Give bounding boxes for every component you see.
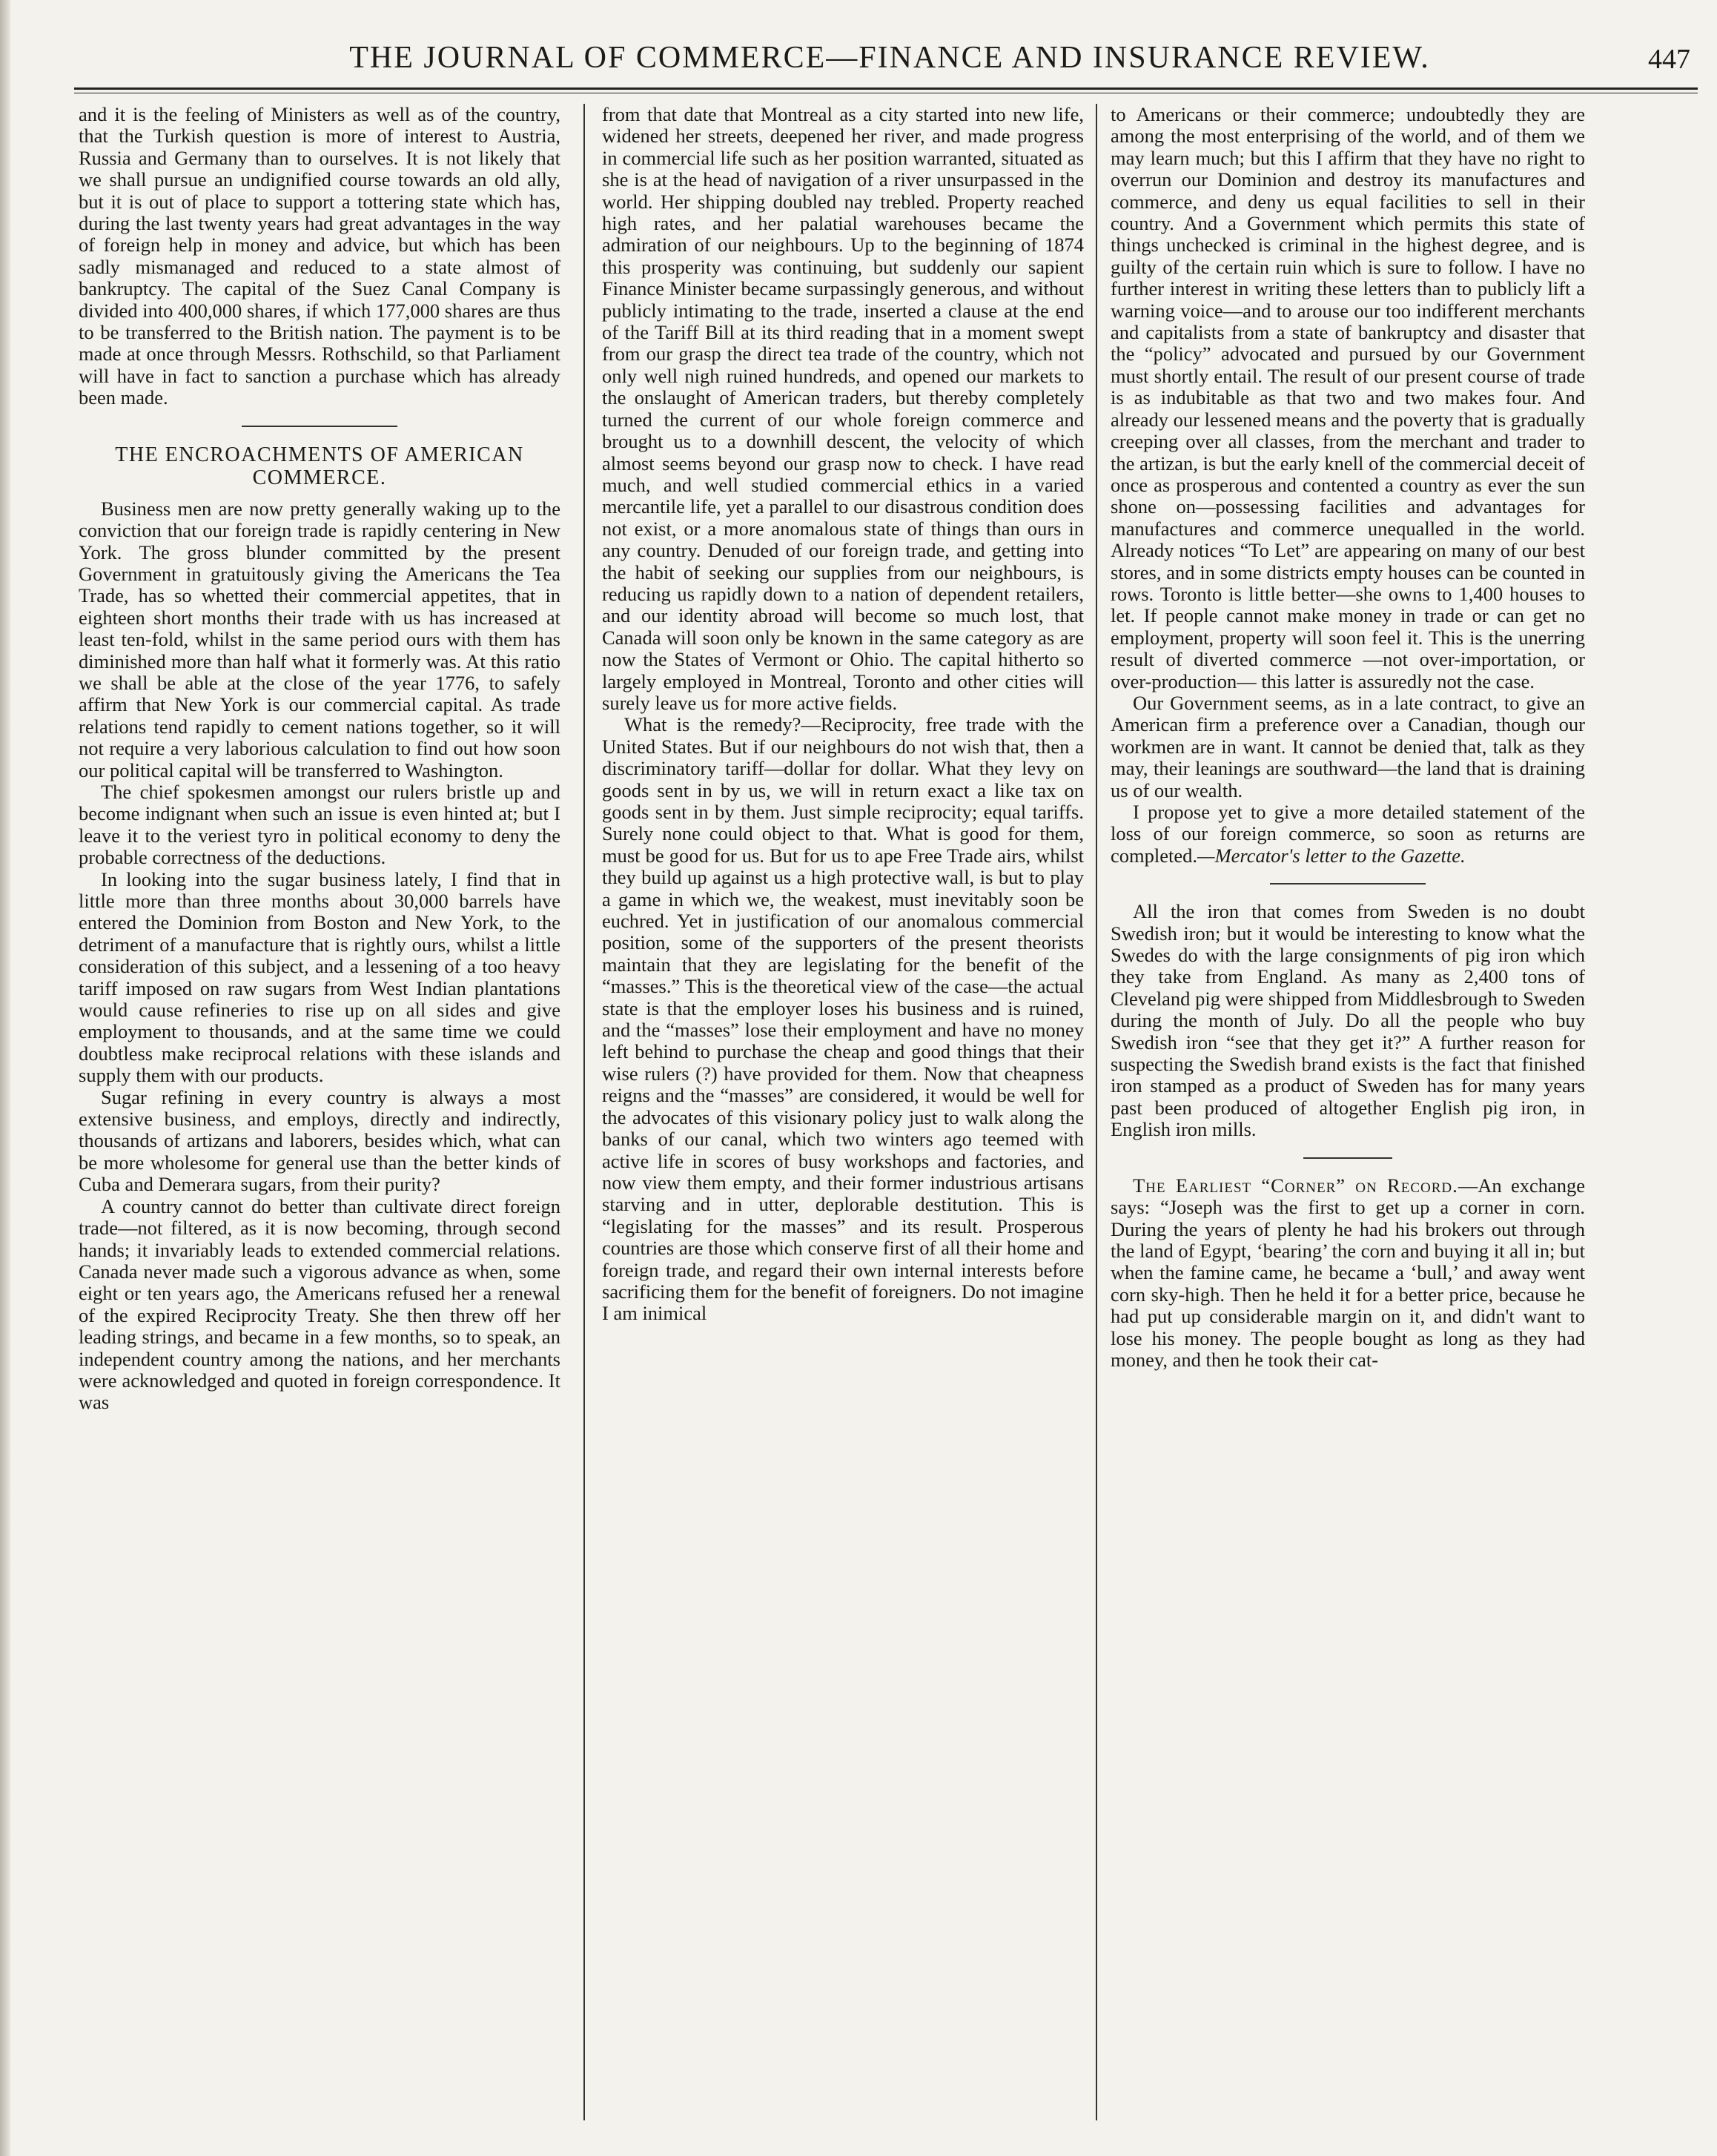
column-rule-2 <box>1096 104 1097 2120</box>
page-number: 447 <box>1648 44 1690 75</box>
article-divider-2 <box>1303 1157 1392 1159</box>
corner-text: —An exchange says: “Joseph was the first to get up a corner in corn. During the years of plenty he had his brokers out through the land of Egypt, ‘bearing’ the corn and buying it all in; but when the famine came, he became a ‘bull,’ and away went corn sky-high. Then he held it for a better price, because he had put up considerable margin on it, and didn't want to lose his money. The people bought as long as they had money, and then he took their cat- <box>1111 1174 1586 1371</box>
journal-title: THE JOURNAL OF COMMERCE—FINANCE AND INSURANCE REVIEW. <box>349 41 1430 75</box>
encroachments-paragraph-5: A country cannot do better than cultivate direct foreign trade—not filtered, as it is now becoming, through second hands; it invariably leads to extended commercial relations. Canada never made such a vigorous advance as when, some eight or ten years ago, the Americans refused her a renewal of the expired Reciprocity Treaty. She then threw off her leading strings, and became in a few months, so to speak, an independent country among the nations, and her merchants were acknowledged and quoted in foreign correspondence. It was <box>79 1194 560 1414</box>
mercator-source: —Mercator's letter to the Gazette. <box>1197 844 1466 867</box>
propose-paragraph <box>1111 801 1585 867</box>
corner-paragraph <box>1111 1175 1585 1372</box>
encroachments-paragraph-3: In looking into the sugar business lately, I find that in little more than three months about 30,000 barrels have entered the Dominion from Boston and New York, to the detriment of a manufacture that is rightly ours, whilst a little consideration of this subject, and a lessening of a too heavy tariff imposed on raw sugars from West Indian plantations would cause refineries to rise up on all sides and give employment to thousands, and at the same time we could doubtless make reciprocal relations with these islands and supply them with our products. <box>79 867 560 1087</box>
page-header <box>74 37 1698 82</box>
section-title <box>79 443 560 489</box>
remedy-paragraph: What is the remedy?—Reciprocity, free trade with the United States. But if our neighbours do not wish that, then a discriminatory tariff—dollar for dollar. What they levy on goods sent in by us, we will in return exact a like tax on goods sent in by them. Just simple reciprocity; equal tariffs. Surely none could object to that. What is good for them, must be good for us. But for us to ape Free Trade airs, whilst they build up against us a high protective wall, is but to play a game in which we, the weakest, must inevitably soon be euchred. Yet in justification of our anomalous commercial position, some of the supporters of the present theorists maintain that they are legislating for the benefit of the “masses.” This is the theoretical view of the case—the actual state is that the employer loses his business and is ruined, and the “masses” lose their employment and have no money left behind to purchase the cheap and good things that their wise rulers (?) have provided for them. Now that cheapness reigns and the “masses” are considered, it would be well for the advocates of this visionary policy just to walk along the banks of our canal, which two winters ago teemed with active life in scores of busy workshops and factories, and now view them empty, and their former industrious artisans starving and in utter, deplorable destitution. This is “legislating for the masses” and its result. Prosperous countries are those which conserve first of all their home and foreign trade, and regard their own internal interests before sacrificing them for the benefit of foreigners. Do not imagine I am inimical <box>602 713 1084 1325</box>
montreal-paragraph: from that date that Montreal as a city started into new life, widened her streets, deepened her river, and made progress in commercial life such as her position warranted, situated as she is at the head of navigation of a river unsurpassed in the world. Her shipping doubled nay trebled. Property reached high rates, and her palatial warehouses became the admiration of our neighbours. Up to the beginning of 1874 this prosperity was continuing, but suddenly our sapient Finance Minister became surpassingly generous, and without publicly intimating to the trade, inserted a clause at the end of the Tariff Bill at its third reading that in a moment swept from our grasp the direct tea trade of the country, which not only well nigh ruined hundreds, and opened our markets to the onslaught of American traders, but thereby completely turned the current of our whole foreign commerce and brought us to a downhill descent, the velocity of which almost seems beyond our grasp now to check. I have read much, and well studied commercial ethics in a varied mercantile life, yet a parallel to our disastrous condition does not exist, or a more anomalous state of things than ours in any country. Denuded of our foreign trade, and getting into the habit of seeking our supplies from our neighbours, is reducing us rapidly down to a nation of dependent retailers, and our identity abroad will become so much lost, that Canada will soon only be known in the same category as are now the States of Vermont or Ohio. The capital hitherto so largely employed in Montreal, Toronto and other cities will surely leave us for more active fields. <box>602 103 1084 714</box>
americans-paragraph: to Americans or their commerce; undoubtedly they are among the most enterprising of the world, and of them we may learn much; but this I affirm that they have no right to overrun our Dominion and destroy its manufactures and commerce, and deny us equal facilities to sell in their country. And a Government which permits this state of things unchecked is criminal in the highest degree, and is guilty of the certain ruin which is sure to follow. I have no further interest in writing these letters than to publicly lift a warning voice—and to arouse our too indifferent merchants and capitalists from a state of bankruptcy and disaster that the “policy” advocated and pursued by our Government must shortly entail. The result of our present course of trade is as indubitable as that two and two makes four. And already our lessened means and the poverty that is gradually creeping over all classes, from the merchant and trader to the artizan, is but the early knell of the commercial deceit of once as prosperous and contented a country as ever the sun shone on—possessing facilities and advantages for manufactures and commerce unequalled in the world. Already notices “To Let” are appearing on many of our best stores, and in some districts empty houses can be counted in rows. Toronto is little better—she owns to 1,400 houses to let. If people cannot make money in trade or can get no employment, property will soon feel it. This is the unerring result of diverted commerce —not over-importation, or over-production— this latter is assuredly not the case. <box>1111 103 1585 692</box>
scan-edge <box>0 0 10 2156</box>
column-1 <box>79 104 560 1414</box>
article-divider-1 <box>1270 883 1426 884</box>
section-divider <box>242 426 397 427</box>
section-title-line1: THE ENCROACHMENTS OF AMERICAN <box>115 443 524 466</box>
encroachments-paragraph-1: Business men are now pretty generally waking up to the conviction that our foreign trade is rapidly centering in New York. The gross blunder committed by the present Government in gratuitously giving the Americans the Tea Trade, has so whetted their commercial appetites, that in eighteen short months their trade with us has increased at least ten-fold, whilst in the same period ours with them has diminished more than half what it formerly was. At this ratio we shall be able at the close of the year 1776, to safely affirm that New York is our commercial capital. As trade relations tend rapidly to cement nations together, so it will not require a very laborious calculation to find out how soon our political capital will be transferred to Washington. <box>79 497 560 781</box>
government-paragraph: Our Government seems, as in a late contract, to give an American firm a preference over a Canadian, though our workmen are in want. It cannot be denied that, talk as they may, their leanings are southward—the land that is draining us of our wealth. <box>1111 691 1585 801</box>
propose-text: I propose yet to give a more detailed statement of the loss of our foreign commerce, so soon as returns are completed. <box>1111 801 1585 867</box>
corner-heading: The Earliest “Corner” on Record. <box>1133 1174 1458 1197</box>
swedish-iron-paragraph: All the iron that comes from Sweden is no doubt Swedish iron; but it would be interesting to know what the Swedes do with the large consignments of pig iron which they take from England. As many as 2,400 tons of Cleveland pig were shipped from Middlesbrough to Sweden during the month of July. Do all the people who buy Swedish iron “see that they get it?” A further reason for suspecting the Swedish brand exists is the fact that finished iron stamped as a product of Sweden has for many years past been produced of altogether English pig iron, in English iron mills. <box>1111 900 1585 1141</box>
encroachments-paragraph-4: Sugar refining in every country is always a most extensive business, and employs, directly and indirectly, thousands of artizans and laborers, besides which, what can be more wholesome for general use than the better kinds of Cuba and Demerara sugars, from their purity? <box>79 1085 560 1196</box>
encroachments-paragraph-2: The chief spokesmen amongst our rulers bristle up and become indignant when such an issue is even hinted at; but I leave it to the veriest tyro in political economy to deny the probable correctness of the deductions. <box>79 780 560 869</box>
column-rule-1 <box>583 104 585 2120</box>
column-2 <box>602 104 1084 1325</box>
header-rule <box>74 87 1698 93</box>
section-title-line2: COMMERCE. <box>252 466 387 489</box>
suez-paragraph: and it is the feeling of Ministers as well as of the country, that the Turkish question is more of interest to Austria, Russia and Germany than to ourselves. It is not likely that we shall pursue an undignified course towards an old ally, but it is out of place to support a tottering state which has, during the last twenty years had great advantages in the way of foreign help in money and advice, but which has been sadly mismanaged and reduced to a state almost of bankruptcy. The capital of the Suez Canal Company is divided into 400,000 shares, if which 177,000 shares are thus to be transferred to the British nation. The payment is to be made at once through Messrs. Rothschild, so that Parliament will have in fact to sanction a purchase which has already been made. <box>79 103 560 409</box>
column-3 <box>1111 104 1585 1371</box>
